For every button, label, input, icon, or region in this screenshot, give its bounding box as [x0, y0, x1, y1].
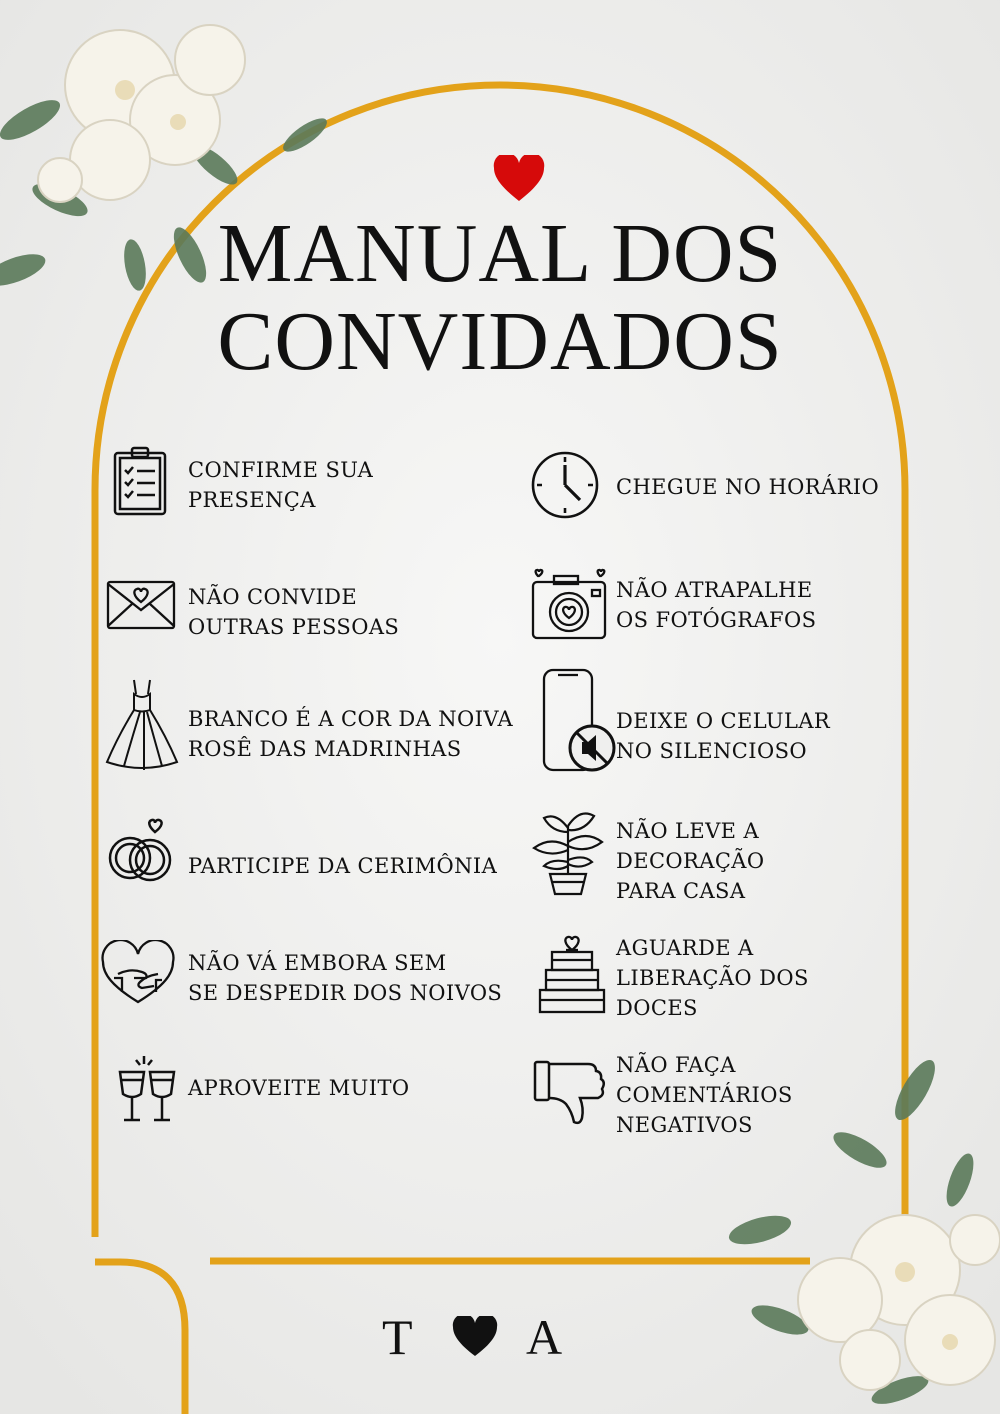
envelope-heart-icon — [106, 578, 176, 632]
list-item: NÃO LEVE A DECORAÇÃO PARA CASA — [616, 819, 765, 903]
list-item: NÃO FAÇA COMENTÁRIOS NEGATIVOS — [616, 1053, 793, 1137]
wedding-cake-icon — [536, 930, 608, 1018]
list-item: APROVEITE MUITO — [188, 1076, 410, 1100]
list-item: NÃO CONVIDE OUTRAS PESSOAS — [188, 585, 400, 639]
heart-hug-icon — [100, 940, 176, 1006]
list-item: NÃO VÁ EMBORA SEM SE DESPEDIR DOS NOIVOS — [188, 951, 503, 1005]
thumbs-down-icon — [532, 1058, 608, 1128]
monogram-left: T — [382, 1309, 413, 1365]
potted-plant-icon — [530, 806, 606, 898]
list-item: CHEGUE NO HORÁRIO — [616, 475, 880, 499]
heart-icon — [493, 155, 545, 203]
page-title-line2: CONVIDADOS — [217, 295, 783, 388]
heart-icon — [452, 1316, 498, 1358]
clipboard-checklist-icon — [112, 445, 168, 517]
phone-muted-icon — [540, 668, 620, 774]
list-item: BRANCO É A COR DA NOIVA ROSÊ DAS MADRINHAS — [188, 707, 514, 761]
page-title: MANUAL DOS — [217, 207, 783, 300]
camera-icon — [530, 568, 608, 640]
wedding-dress-icon — [104, 676, 180, 772]
monogram-right: A — [526, 1309, 563, 1365]
list-item: AGUARDE A LIBERAÇÃO DOS DOCES — [616, 936, 809, 1020]
list-item: PARTICIPE DA CERIMÔNIA — [188, 854, 498, 878]
list-item: NÃO ATRAPALHE OS FOTÓGRAFOS — [616, 578, 817, 632]
list-item: DEIXE O CELULAR NO SILENCIOSO — [616, 709, 831, 763]
list-item: CONFIRME SUA PRESENÇA — [188, 458, 374, 512]
rings-icon — [106, 818, 174, 884]
clock-icon — [530, 450, 600, 520]
champagne-toast-icon — [114, 1054, 180, 1126]
